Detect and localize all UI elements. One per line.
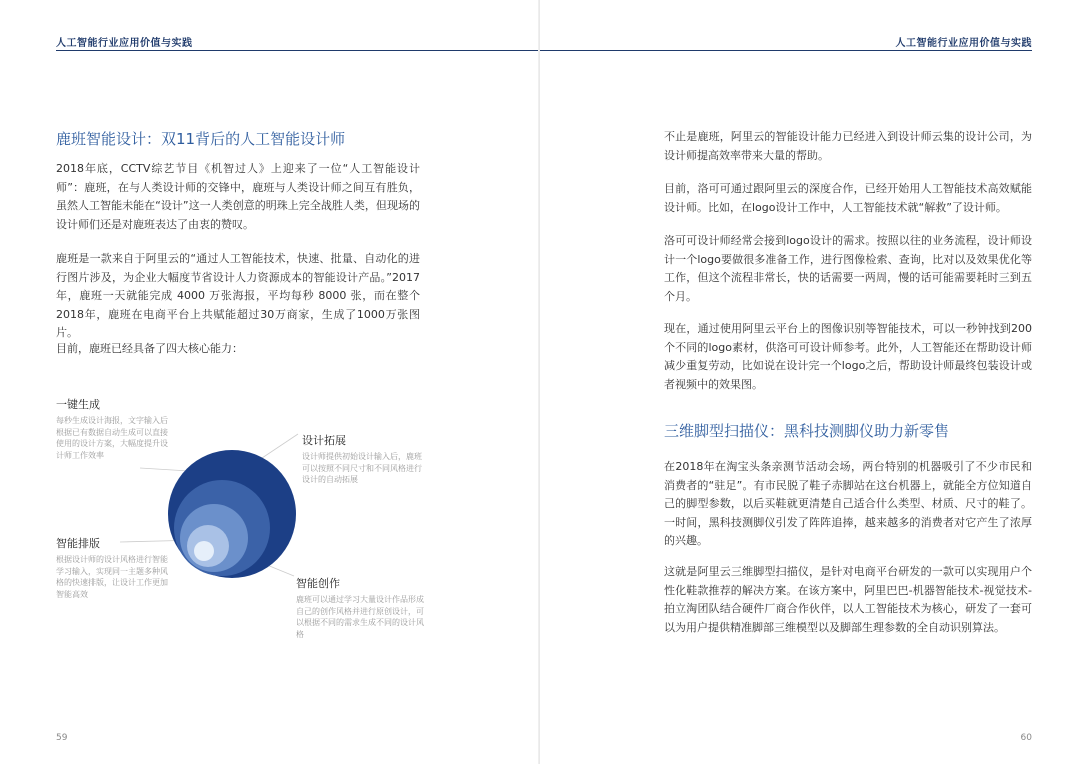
feature-description: 设计师提供初始设计输入后，鹿班可以按照不同尺寸和不同风格进行设计的自动拓展 (302, 452, 422, 484)
header-rule-right (540, 50, 1032, 51)
right-page (540, 0, 1080, 764)
paragraph: 不止是鹿班，阿里云的智能设计能力已经进入到设计师云集的设计公司，为设计师提高效率带来大量的帮助。 (664, 130, 1032, 162)
feature-title: 智能排版 (56, 537, 100, 550)
paragraph: 鹿班是一款来自于阿里云的“通过人工智能技术，快速、批量、自动化的进行图片涉及，为企业大幅度节省设计人力资源成本的智能设计产品。”2017年，鹿班一天就能完成 4000 万张海报，平均每秒 8000 张，而在整个2018年，鹿班在电商平台上共赋能超过30万商家，生成了1000万张图片。 (56, 252, 420, 339)
section-title-luban: 鹿班智能设计：双11背后的人工智能设计师 (56, 130, 346, 148)
header-rule-left (56, 50, 540, 51)
page-number-right: 60 (1020, 733, 1032, 743)
feature-description: 根据设计师的设计风格进行智能学习输入，实现同一主题多种风格的快速排版，让设计工作更加智能高效 (56, 555, 168, 599)
core-capabilities-diagram (0, 390, 540, 670)
feature-description: 鹿班可以通过学习大量设计作品形成自己的创作风格并进行原创设计，可以根据不同的需求生成不同的设计风格 (296, 595, 424, 639)
paragraph: 2018年底，CCTV综艺节目《机智过人》上迎来了一位“人工智能设计师”：鹿班，在与人类设计师的交锋中，鹿班与人类设计师之间互有胜负，虽然人工智能未能在“设计”这一人类创意的明珠上完全战胜人类，但现场的设计师们还是对鹿班表达了由衷的赞叹。 (56, 162, 420, 231)
paragraph: 现在，通过使用阿里云平台上的图像识别等智能技术，可以一秒钟找到200个不同的logo素材，供洛可可设计师参考。此外，人工智能还在帮助设计师减少重复劳动，比如说在设计完一个logo之后，帮助设计师最终包装设计或者视频中的效果图。 (664, 322, 1032, 391)
feature-title: 一键生成 (56, 398, 100, 411)
running-head-right: 人工智能行业应用价值与实践 (895, 38, 1032, 49)
feature-title: 设计拓展 (302, 434, 346, 447)
paragraph: 目前，鹿班已经具备了四大核心能力： (56, 342, 243, 355)
paragraph: 目前，洛可可通过跟阿里云的深度合作，已经开始用人工智能技术高效赋能设计师。比如，在logo设计工作中，人工智能技术就“解救”了设计师。 (664, 182, 1032, 214)
page-number-left: 59 (56, 733, 68, 743)
paragraph: 这就是阿里云三维脚型扫描仪，是针对电商平台研发的一款可以实现用户个性化鞋款推荐的解决方案。在该方案中，阿里巴巴-机器智能技术-视觉技术-拍立淘团队结合硬件厂商合作伙伴，以人工智能技术为核心，研发了一套可以为用户提供精准脚部三维模型以及脚部生理参数的全自动识别算法。 (664, 565, 1032, 634)
section-title-foot-scanner: 三维脚型扫描仪：黑科技测脚仪助力新零售 (664, 422, 950, 440)
capability-circle-inner (194, 541, 214, 561)
feature-title: 智能创作 (296, 577, 340, 590)
paragraph: 洛可可设计师经常会接到logo设计的需求。按照以往的业务流程，设计师设计一个logo要做很多准备工作，进行图像检索、查询，比对以及效果优化等工作，但这个流程非常长，快的话需要一两周，慢的话可能需要耗时三到五个月。 (664, 234, 1032, 303)
paragraph: 在2018年在淘宝头条亲测节活动会场，两台特别的机器吸引了不少市民和消费者的“驻足”。有市民脱了鞋子赤脚站在这台机器上，就能全方位知道自己的脚型参数，以后买鞋就更清楚自己适合什么类型、材质、尺寸的鞋了。一时间，黑科技测脚仪引发了阵阵追捧，越来越多的消费者对它产生了浓厚的兴趣。 (664, 460, 1032, 547)
feature-description: 每秒生成设计海报，文字输入后根据已有数据自动生成可以直接使用的设计方案，大幅度提升设计师工作效率 (56, 416, 168, 460)
running-head-left: 人工智能行业应用价值与实践 (56, 38, 193, 49)
